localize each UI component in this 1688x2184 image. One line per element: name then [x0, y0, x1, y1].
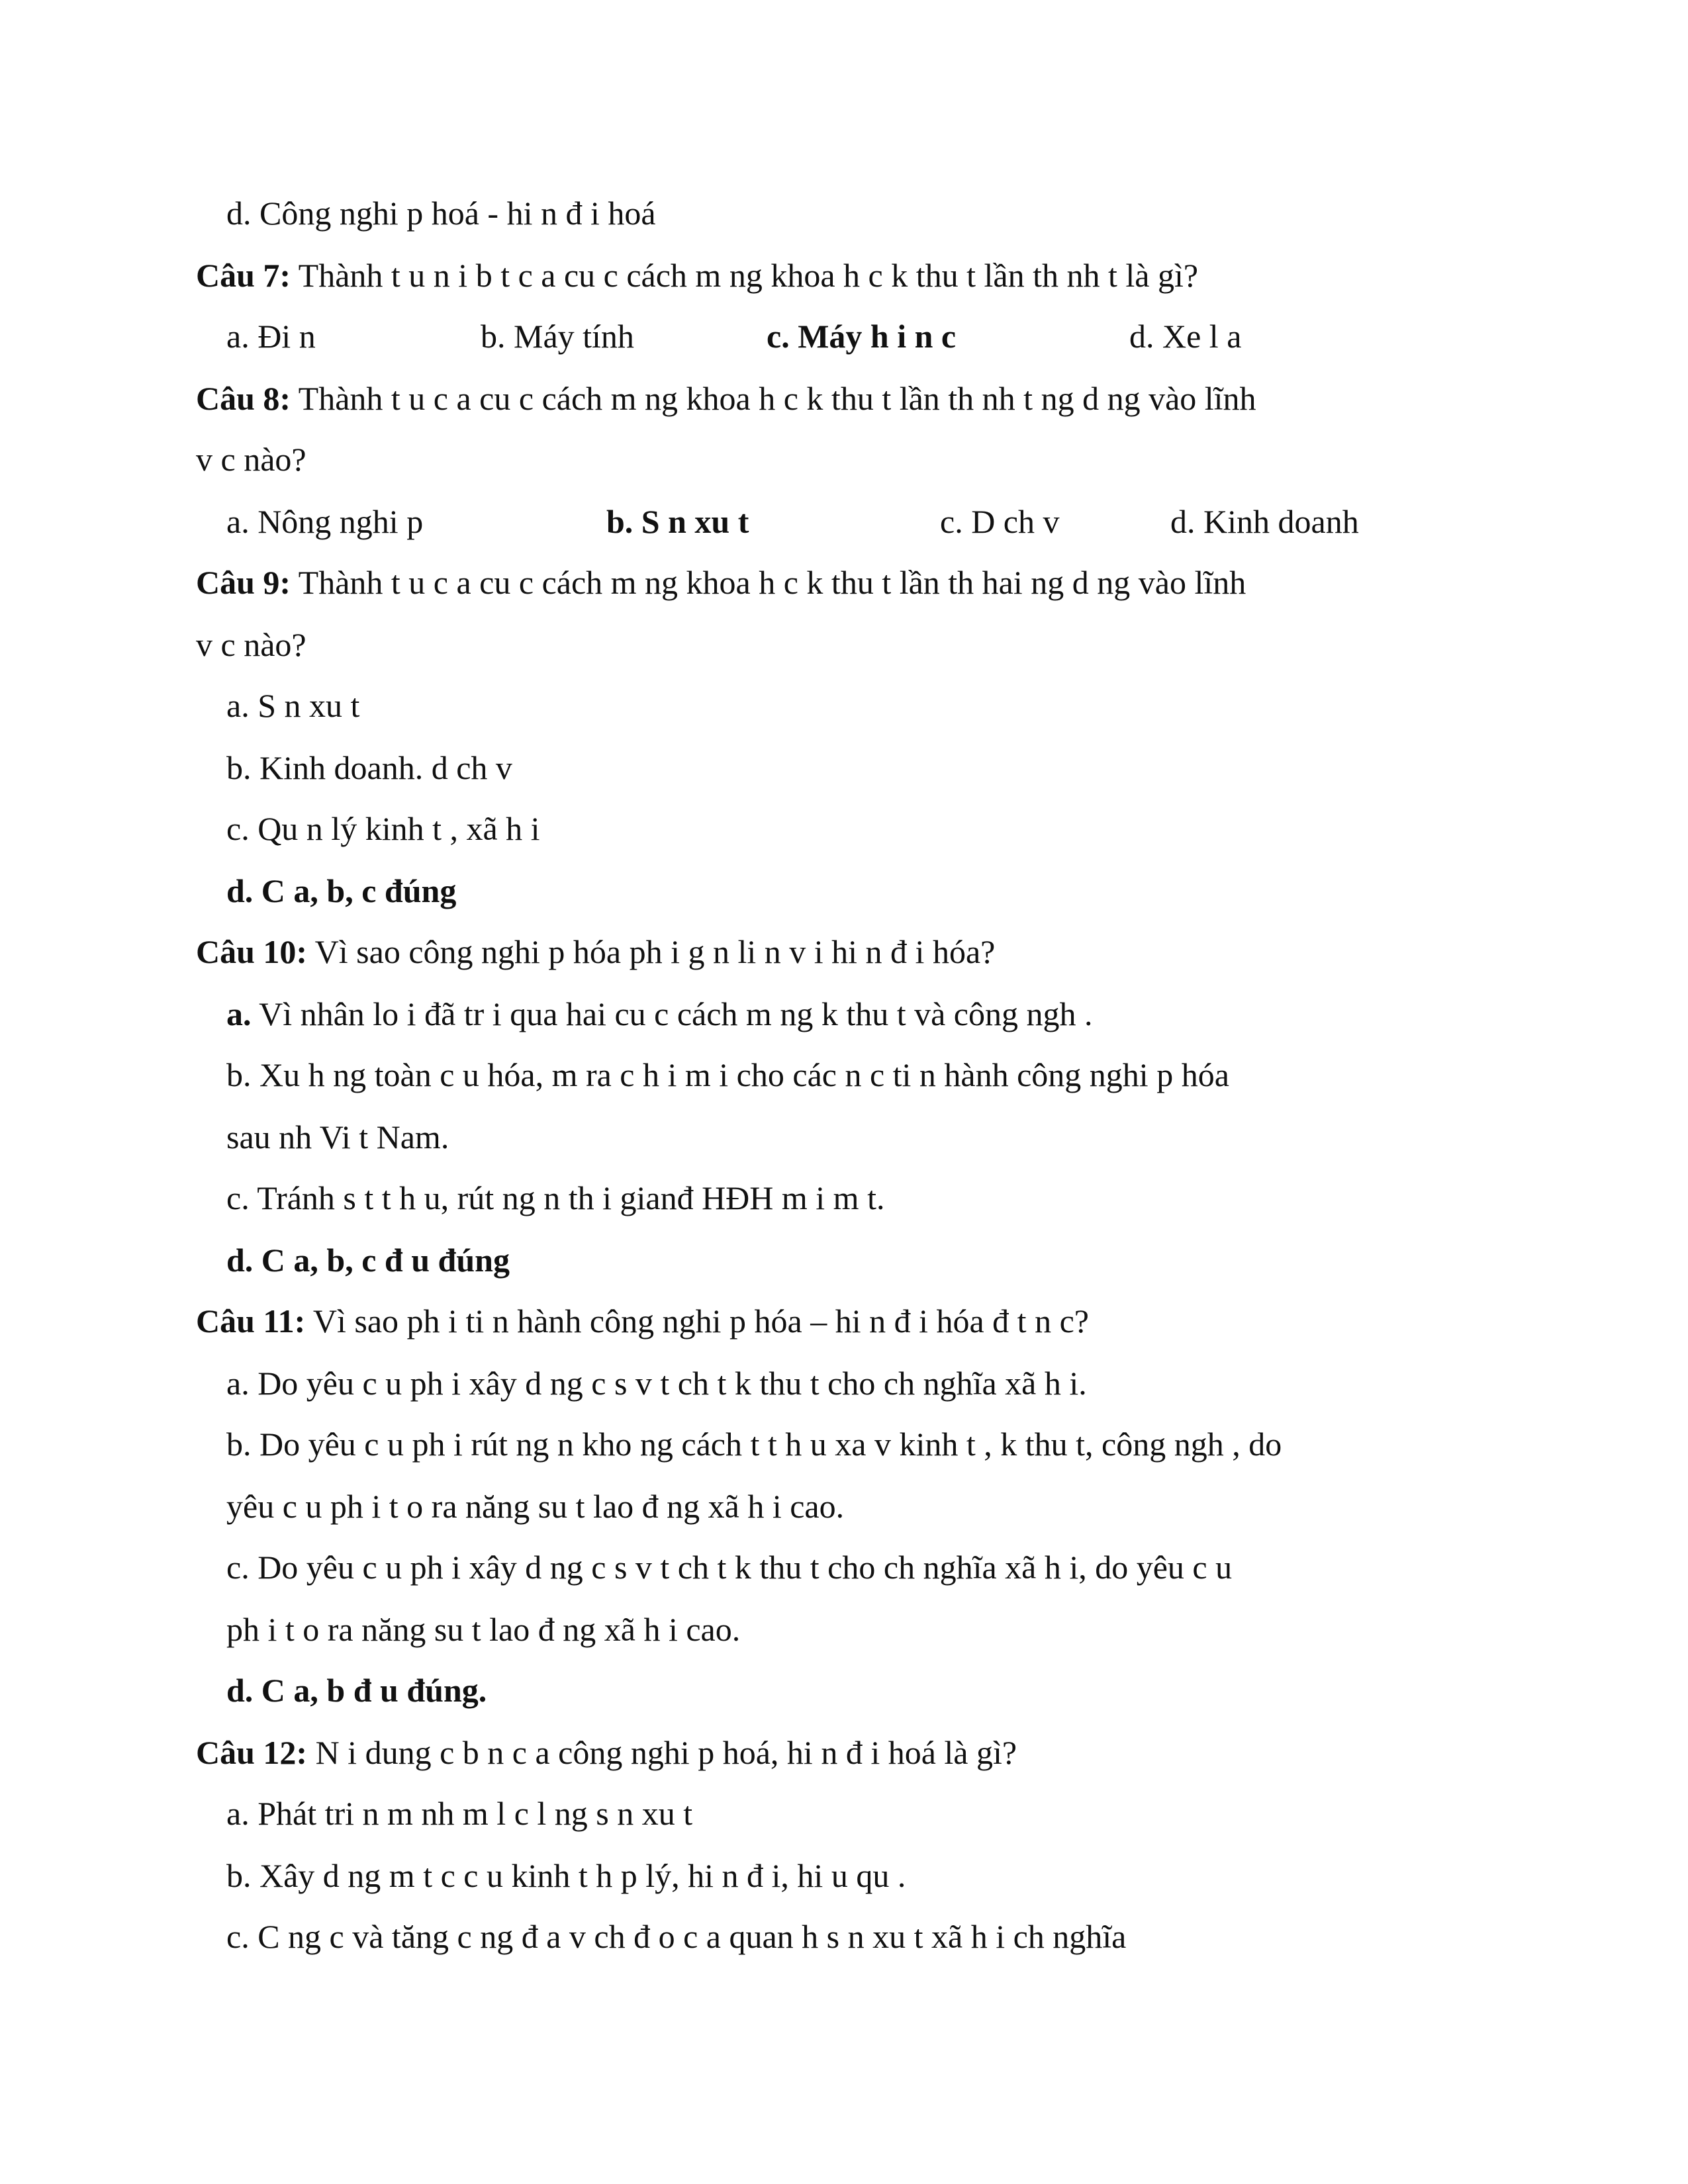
q11-option-d: d. C a, b đ u đúng.	[226, 1672, 487, 1709]
question-8-label: Câu 8:	[196, 380, 291, 417]
q9-option-d: d. C a, b, c đúng	[226, 872, 457, 909]
q6-option-d: d. Công nghi p hoá - hi n đ i hoá	[226, 195, 656, 232]
q9-option-a: a. S n xu t	[226, 687, 360, 724]
question-8	[196, 379, 1256, 418]
question-9	[196, 563, 1246, 602]
q7-option-d: d. Xe l a	[1129, 318, 1242, 355]
q10-option-d: d. C a, b, c đ u đúng	[226, 1242, 510, 1279]
question-7	[196, 255, 1198, 295]
q8-option-a: a. Nông nghi p	[226, 503, 424, 540]
q10-option-b-continued: sau nh Vi t Nam.	[226, 1118, 449, 1156]
question-12-text: N i dung c b n c a công nghi p hoá, hi n đ i hoá là gì?	[307, 1734, 1017, 1771]
question-9-label: Câu 9:	[196, 564, 291, 601]
q8-option-d: d. Kinh doanh	[1170, 503, 1359, 540]
q11-option-c-continued: ph i t o ra năng su t lao đ ng xã h i cao.	[226, 1611, 741, 1648]
question-11-label: Câu 11:	[196, 1302, 306, 1340]
question-9-text: Thành t u c a cu c cách m ng khoa h c k thu t lần th hai ng d ng vào lĩnh	[291, 564, 1246, 601]
question-7-text: Thành t u n i b t c a cu c cách m ng khoa h c k thu t lần th nh t là gì?	[291, 257, 1199, 294]
q11-option-b-continued: yêu c u ph i t o ra năng su t lao đ ng xã h i cao.	[226, 1488, 845, 1525]
question-7-label: Câu 7:	[196, 257, 291, 294]
question-12-label: Câu 12:	[196, 1734, 308, 1771]
q10-option-b: b. Xu h ng toàn c u hóa, m ra c h i m i cho các n c ti n hành công nghi p hóa	[226, 1056, 1229, 1093]
q10-option-a-text: Vì nhân lo i đã tr i qua hai cu c cách m ng k thu t và công ngh .	[251, 995, 1093, 1032]
q8-option-c: c. D ch v	[940, 503, 1060, 540]
q10-option-c: c. Tránh s t t h u, rút ng n th i gianđ HĐH m i m t.	[226, 1179, 885, 1216]
question-9-continued: v c nào?	[196, 626, 306, 663]
question-11	[196, 1301, 1089, 1341]
question-8-continued: v c nào?	[196, 441, 306, 478]
question-8-text: Thành t u c a cu c cách m ng khoa h c k thu t lần th nh t ng d ng vào lĩnh	[291, 380, 1256, 417]
question-10	[196, 932, 995, 972]
q10-option-a	[226, 994, 1093, 1034]
question-11-text: Vì sao ph i ti n hành công nghi p hóa – hi n đ i hóa đ t n c?	[305, 1302, 1089, 1340]
q11-option-c: c. Do yêu c u ph i xây d ng c s v t ch t k thu t cho ch nghĩa xã h i, do yêu c u	[226, 1549, 1233, 1586]
q7-option-a: a. Đi n	[226, 318, 316, 355]
q11-option-a: a. Do yêu c u ph i xây d ng c s v t ch t k thu t cho ch nghĩa xã h i.	[226, 1365, 1087, 1402]
q7-option-c: c. Máy h i n c	[767, 318, 957, 355]
q12-option-b: b. Xây d ng m t c c u kinh t h p lý, hi n đ i, hi u qu .	[226, 1857, 906, 1894]
question-12	[196, 1733, 1017, 1772]
q9-option-c: c. Qu n lý kinh t , xã h i	[226, 810, 540, 847]
q11-option-b: b. Do yêu c u ph i rút ng n kho ng cách t t h u xa v kinh t , k thu t, công ngh , do	[226, 1426, 1282, 1463]
q12-option-a: a. Phát tri n m nh m l c l ng s n xu t	[226, 1795, 693, 1832]
q12-option-c: c. C ng c và tăng c ng đ a v ch đ o c a quan h s n xu t xã h i ch nghĩa	[226, 1918, 1127, 1955]
question-10-text: Vì sao công nghi p hóa ph i g n li n v i hi n đ i hóa?	[307, 933, 996, 970]
q9-option-b: b. Kinh doanh. d ch v	[226, 749, 512, 786]
q10-option-a-label: a.	[226, 995, 252, 1032]
q7-option-b: b. Máy tính	[481, 318, 634, 355]
question-10-label: Câu 10:	[196, 933, 308, 970]
q8-option-b: b. S n xu t	[606, 503, 749, 540]
